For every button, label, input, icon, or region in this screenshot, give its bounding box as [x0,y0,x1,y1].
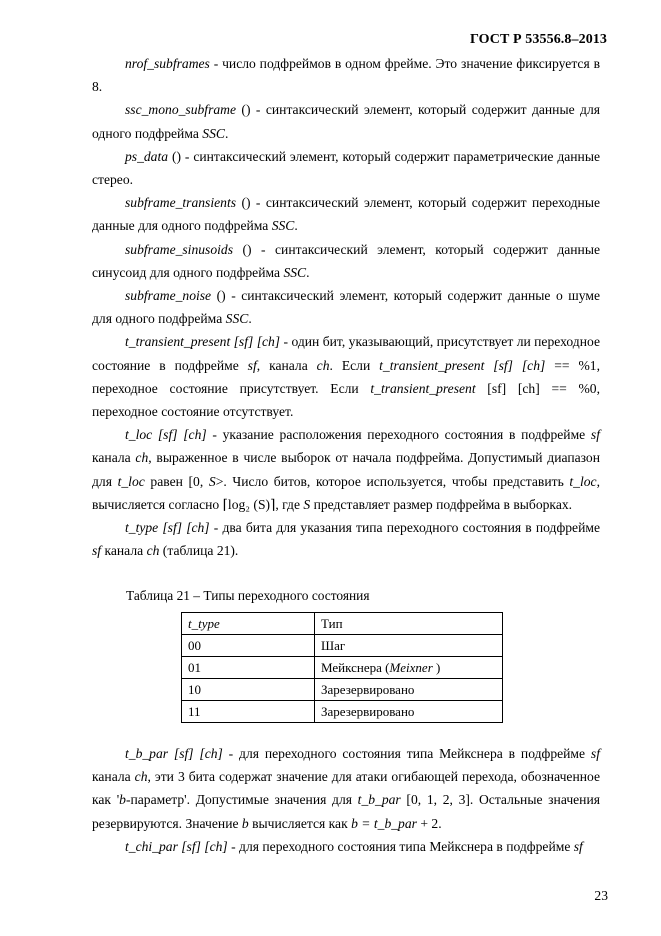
table-row [182,657,503,679]
paragraph-subframe-transients: subframe_transients () - синтаксический элемент, который содержит переходные данные для одного подфрейма SSC. [92,195,600,234]
table-header-cell: t_type [182,613,315,635]
paragraph-t-b-par: t_b_par [sf] [ch] - для переходного состояния типа Мейкснера в подфрейме sf канала ch, эти 3 бита содержат значение для атаки огибающей перехода, обозначенное как 'b-параметр'. Допустимые значения для t_b_par [0, 1, 2, 3]. Остальные значения резервируются. Значение b вычисляется как b = t_b_par + 2. [92,746,600,831]
log2-formula: ⌈log₂ (S)⌉ [222,496,276,512]
paragraph-t-type: t_type [sf] [ch] - два бита для указания типа переходного состояния в подфрейме sf канала ch (таблица 21). [92,520,600,559]
table-cell: 00 [182,635,315,657]
paragraph-transient-present: t_transient_present [sf] [ch] - один бит, указывающий, присутствует ли переходное состояние в подфрейме sf, канала ch. Если t_transient_present [sf] [ch] == %1, переходное состояние присутствует. Если t_transient_present [sf] [ch] == %0, переходное состояние отсутствует. [92,334,600,420]
transient-types-table [181,612,503,723]
table-header-row [182,613,503,635]
table-header-cell: Тип [315,613,503,635]
paragraph-ps-data: ps_data () - синтаксический элемент, который содержит параметрические данные стерео. [92,148,600,188]
paragraph-subframe-sinusoids: subframe_sinusoids () - синтаксический элемент, который содержит данные синусоид для одного подфрейма SSC. [92,241,600,280]
table-caption: Таблица 21 – Типы переходного состояния [126,588,370,603]
paragraph-nrof-subframes: nrof_subframes - число подфреймов в одном фрейме. Это значение фиксируется в 8. [92,56,600,95]
table-cell: Зарезервировано [315,701,503,723]
body-text-lower [92,742,600,858]
body-text-upper [92,52,600,562]
paragraph-t-loc: t_loc [sf] [ch] - указание расположения переходного состояния в подфрейме sf канала ch, выраженное в числе выборок от начала подфрейма. Допустимый диапазон для t_loc равен [0, S>. Число битов, которое используется, чтобы представить t_loc, вычисляется согласно ⌈log₂ (S)⌉, где S представляет размер подфрейма в выборках. [92,427,601,512]
paragraph-t-chi-par: t_chi_par [sf] [ch] - для переходного состояния типа Мейкснера в подфрейме sf [125,838,583,854]
table-row [182,679,503,701]
table-cell: 11 [182,701,315,723]
table-cell: Мейкснера (Meixner ) [315,657,503,679]
page-number: 23 [594,888,608,903]
paragraph-subframe-noise: subframe_noise () - синтаксический элемент, который содержит данные о шуме для одного подфрейма SSC. [92,288,600,327]
table-cell: 10 [182,679,315,701]
table-cell: 01 [182,657,315,679]
table-row [182,701,503,723]
document-header: ГОСТ Р 53556.8–2013 [469,32,607,47]
table-cell: Шаг [315,635,503,657]
table-cell: Зарезервировано [315,679,503,701]
paragraph-ssc-mono-subframe: ssc_mono_subframe () - синтаксический элемент, который содержит данные для одного подфрейма SSC. [92,102,600,141]
table-row [182,635,503,657]
